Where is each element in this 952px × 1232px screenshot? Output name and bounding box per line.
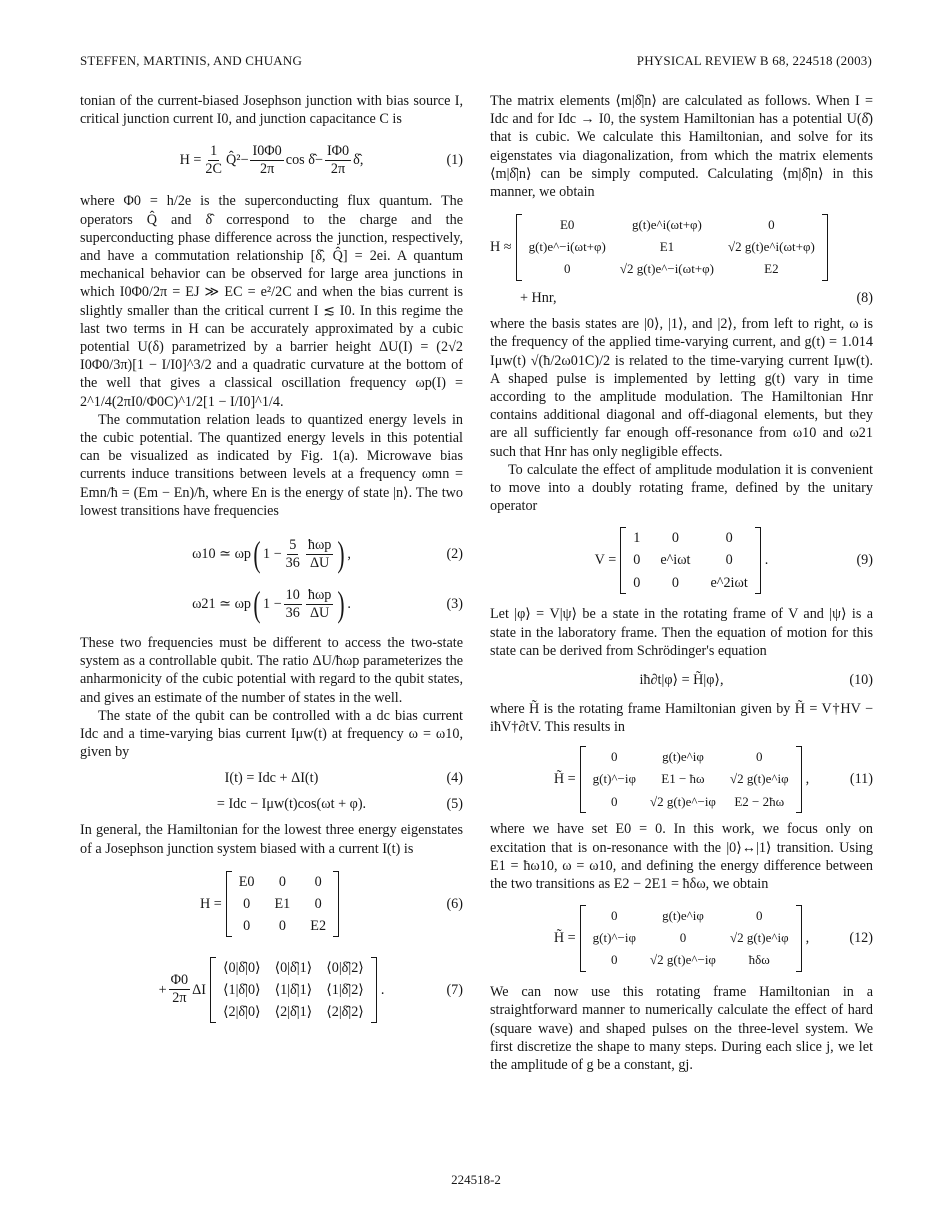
- equation-2: ω10 ≃ ωp ( 1 − $\frac{5}{36}$ $\frac{\text{ħωp}}{\Delta U}$ ) , (2): [192, 534, 463, 575]
- equation-8: H ≈ E0 g(t)e^i(ωt+φ) 0 g(t)e^−i(ωt+φ) E1 √2 g(t)e^i(ωt+φ) 0 √2 g(t)e^−i(ωt+φ) E2: [490, 209, 873, 285]
- equation-number: (2): [446, 545, 463, 562]
- paragraph-quantized-levels: The commutation relation leads to quantized energy levels in the cubic potential. The quantized energy levels in this potential can be visualized as indicated by Fig. 1(a). Microwave bias currents induce transitions between levels at a frequency ωmn = Emn/ħ = (Em − En)/ħ, where En is the energy of state |n⟩. The two lowest transitions have frequencies: [80, 411, 463, 519]
- equation-3: ω21 ≃ ωp ( 1 − $\frac{10}{36}$ $\frac{\text{ħωp}}{\Delta U}$ ) . (3): [192, 584, 463, 625]
- equation-number: (8): [856, 290, 873, 307]
- paragraph-josephson: where Φ0 = h/2e is the superconducting flux quantum. The operators Q̂ and δ̂ correspond to the charge and the superconducting phase difference across the junction, respectively, and have a commutation relationship [δ̂, Q̂] = 2ei. A quantum mechanical behavior can be observed for large area junctions in which I0Φ0/2π = EJ ≫ EC = e²/2C and when the bias current is slightly smaller than the critical current I ≲ I0. In this regime the last two terms in H can be accurately approximated by a cubic potential U(δ) parametrized by a barrier height ΔU(I) = (2√2 I0Φ0/3π)[1 − I/I0]^3/2 and a quadratic curvature at the bottom of the well that gives a classical oscillation frequency ωp(I) = 2^1/4(2πI0/Φ0C)^1/2[1 − I/I0]^1/4.: [80, 193, 463, 410]
- equation-number: (11): [849, 771, 873, 788]
- matrix-8: E0 g(t)e^i(ωt+φ) 0 g(t)e^−i(ωt+φ) E1 √2 g(t)e^i(ωt+φ) 0 √2 g(t)e^−i(ωt+φ) E2: [516, 214, 828, 281]
- right-column: [490, 92, 873, 1074]
- matrix-11: 0 g(t)e^iφ 0 g(t)^−iφ E1 − ħω √2 g(t)e^iφ 0 √2 g(t)e^−iφ E2 − 2ħω: [580, 746, 802, 813]
- page-number: 224518-2: [451, 1172, 501, 1187]
- equation-5: = Idc − Iμw(t)cos(ωt + φ). (5): [216, 796, 463, 813]
- paragraph-rotating-hamiltonian: where H̃ is the rotating frame Hamiltonian given by H̃ = V†HV − iħV†∂tV. This results in: [490, 701, 873, 736]
- equation-number: (6): [446, 895, 463, 912]
- equation-number: (3): [446, 595, 463, 612]
- equation-number: (5): [446, 796, 463, 813]
- paragraph-resonance: where we have set E0 = 0. In this work, we focus only on excitation that is on-resonance with the |0⟩↔|1⟩ transition. Using E1 = ħω10, ω = ω10, and defining the energy difference between the two transitions as E2 − 2E1 = ħδω, we obtain: [490, 821, 873, 893]
- matrix-6: E0 0 0 0 E1 0 0 0 E2: [226, 871, 339, 938]
- paragraph-qubit-control: The state of the qubit can be controlled with a dc bias current Idc and a time-varying bias current Iμw(t) at frequency ω = ω10, given by: [80, 707, 463, 761]
- equation-10: iħ∂t|φ⟩ = H̃|φ⟩, (10): [639, 671, 873, 688]
- equation-6: H = E0 0 0 0 E1 0 0 0 E2 (6): [80, 868, 463, 940]
- equation-8-tail: + Hnr, (8): [520, 290, 873, 307]
- left-column: [80, 92, 463, 1030]
- equation-11: H̃ = 0 g(t)e^iφ 0 g(t)^−iφ E1 − ħω √2 g(t)e^iφ 0 √2 g(t)e^−iφ E2 − 2ħω , (11): [490, 744, 873, 814]
- matrix-9: 1 0 0 0 e^iωt 0 0 0 e^2iωt: [620, 527, 761, 594]
- equation-number: (1): [446, 152, 463, 169]
- equation-number: (10): [849, 671, 873, 688]
- equation-4: I(t) = Idc + ΔI(t) (4): [224, 770, 463, 787]
- equation-number: (4): [446, 770, 463, 787]
- equation-7: + $\frac{\Phi 0}{2\pi}$ ΔI ⟨0|δ̂|0⟩ ⟨0|δ̂|1⟩ ⟨0|δ̂|2⟩ ⟨1|δ̂|0⟩ ⟨1|δ̂|1⟩ ⟨1|δ̂|2⟩ ⟨2|δ̂|0⟩ ⟨2|δ̂|1⟩ ⟨2|δ̂|2⟩ . (7): [80, 950, 463, 1030]
- equation-1: H = $\frac{1}{2C}$ Q̂²− $\frac{I0\Phi 0}{2\pi}$ cos δ̂− $\frac{I\Phi 0}{2\pi}$ δ̂, (1): [179, 142, 463, 177]
- paragraph-basis-states: where the basis states are |0⟩, |1⟩, and |2⟩, from left to right, ω is the frequency of the applied time-varying current, and g(t) = 1.014 Iμw(t) √(ħ/2ω01C)/2 is related to the time-varying current Iμw(t). A shaped pulse is implemented by letting g(t) vary in time according to the amplitude modulation. The Hamiltonian Hnr contains additional diagonal and off-diagonal elements, but they are all sufficiently far enough off-resonance from ω10 and ω21 such that Hnr has only negligible effects.: [490, 316, 873, 460]
- paragraph-matrix-elements: The matrix elements ⟨m|δ̂|n⟩ are calculated as follows. When I = Idc and for Idc → I0, the system Hamiltonian has a potential U(δ̂) that is cubic. We calculate this Hamiltonian, and solve for its eigenstates via diagonalization, from which the matrix elements ⟨m|δ̂|n⟩ can be simply computed. Calculating ⟨m|δ̂|n⟩ in this manner, we obtain: [490, 93, 873, 201]
- running-header-authors: STEFFEN, MARTINIS, AND CHUANG: [80, 53, 303, 68]
- paragraph-schrodinger: Let |φ⟩ = V|ψ⟩ be a state in the rotating frame of V and |ψ⟩ is a state in the laboratory frame. Then the equation of motion for this state can be derived from Schrödinger's equation: [490, 606, 873, 659]
- equation-12: H̃ = 0 g(t)e^iφ 0 g(t)^−iφ 0 √2 g(t)e^iφ 0 √2 g(t)e^−iφ ħδω , (12): [490, 903, 873, 973]
- equation-number: (12): [849, 930, 873, 947]
- equation-9: V = 1 0 0 0 e^iωt 0 0 0 e^2iωt . (9): [490, 525, 873, 595]
- paragraph-numerical: We can now use this rotating frame Hamiltonian in a straightforward manner to numerically calculate the effect of hard (square wave) and shaped pulses on the three-level system. We first discretize the shape to many steps. During each slice j, we let the amplitude of g be a constant, gj.: [490, 984, 873, 1074]
- paragraph-hamiltonian: In general, the Hamiltonian for the lowest three energy eigenstates of a Josephson junction system biased with a current I(t) is: [80, 822, 463, 857]
- matrix-7: ⟨0|δ̂|0⟩ ⟨0|δ̂|1⟩ ⟨0|δ̂|2⟩ ⟨1|δ̂|0⟩ ⟨1|δ̂|1⟩ ⟨1|δ̂|2⟩ ⟨2|δ̂|0⟩ ⟨2|δ̂|1⟩ ⟨2|δ̂|2⟩: [210, 957, 377, 1024]
- running-header-journal: PHYSICAL REVIEW B 68, 224518 (2003): [636, 53, 872, 68]
- equation-number: (7): [446, 981, 463, 998]
- paragraph-rotating-frame: To calculate the effect of amplitude modulation it is convenient to move into a doubly rotating frame, defined by the unitary operator: [490, 461, 873, 515]
- matrix-12: 0 g(t)e^iφ 0 g(t)^−iφ 0 √2 g(t)e^iφ 0 √2 g(t)e^−iφ ħδω: [580, 905, 802, 972]
- paragraph-intro: tonian of the current-biased Josephson junction with bias source I, critical junction current I0, and junction capacitance C is: [80, 93, 463, 128]
- paragraph-anharmonicity: These two frequencies must be different to access the two-state system as a controllable qubit. The ratio ΔU/ħωp parameterizes the anharmonicity of the cubic potential with regard to the qubit states, and gives an estimate of the number of states in the well.: [80, 635, 463, 706]
- equation-number: (9): [856, 552, 873, 569]
